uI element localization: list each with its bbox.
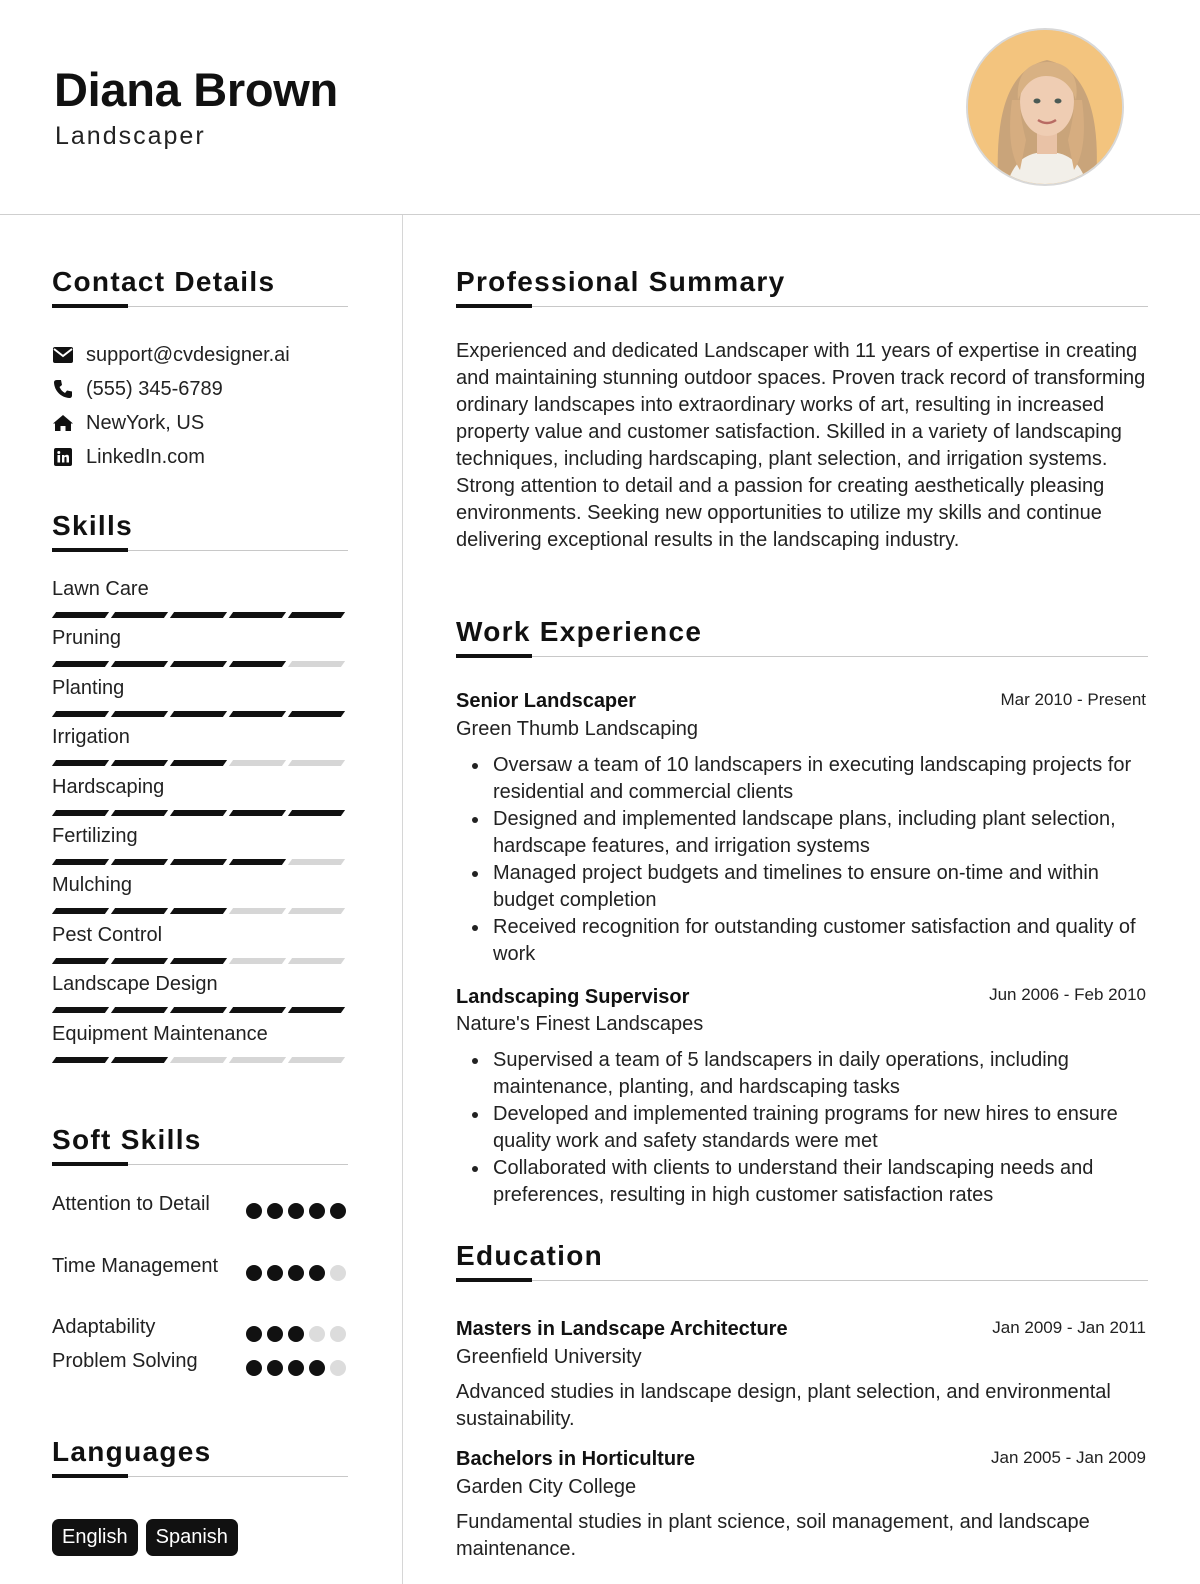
degree-description: Advanced studies in landscape design, plant selection, and environmental sustainability. (456, 1381, 1111, 1430)
skill-segment-filled (170, 661, 227, 667)
skill-name: Pruning (52, 627, 121, 650)
phone-icon (52, 378, 74, 400)
skill-segment-filled (229, 810, 286, 816)
skill-level-bar (54, 859, 343, 865)
profile-photo (966, 28, 1124, 186)
job-title: Landscaping Supervisor (456, 986, 690, 1008)
skill-segment-empty (288, 661, 345, 667)
job-dates: Jun 2006 - Feb 2010 (989, 985, 1146, 1004)
linkedin-icon (52, 446, 74, 468)
soft-skill-rating (246, 1265, 346, 1281)
skill-segment-filled (52, 1007, 109, 1013)
contact-phone[interactable] (52, 375, 223, 403)
skill-segment-filled (111, 711, 168, 717)
skill-segment-filled (288, 810, 345, 816)
skill-segment-filled (52, 711, 109, 717)
skill-segment-filled (229, 711, 286, 717)
skill-segment-filled (229, 661, 286, 667)
education-accent (456, 1278, 532, 1282)
skill-level-bar (54, 612, 343, 618)
skill-segment-empty (288, 859, 345, 865)
rating-dot-filled (309, 1360, 325, 1376)
soft-skill-rating (246, 1203, 346, 1219)
skill-segment-filled (52, 661, 109, 667)
education-heading: Education (456, 1240, 604, 1271)
skill-segment-filled (288, 612, 345, 618)
skill-segment-filled (52, 760, 109, 766)
resume-header (0, 0, 1200, 215)
skills-heading: Skills (52, 510, 133, 541)
rating-dot-filled (288, 1326, 304, 1342)
skill-name: Mulching (52, 874, 133, 897)
skill-name: Irrigation (52, 726, 130, 749)
summary-heading: Professional Summary (456, 266, 786, 297)
skill-segment-filled (170, 612, 227, 618)
language-pill: Spanish (146, 1519, 238, 1556)
soft-skills-heading: Soft Skills (52, 1124, 202, 1155)
experience-heading: Work Experience (456, 616, 703, 647)
rating-dot-filled (309, 1265, 325, 1281)
skill-segment-filled (288, 1007, 345, 1013)
contact-phone-text: (555) 345-6789 (86, 377, 223, 400)
rating-dot-empty (330, 1360, 346, 1376)
skill-level-bar (54, 810, 343, 816)
contact-email[interactable] (52, 341, 290, 369)
skill-segment-empty (229, 908, 286, 914)
skill-segment-filled (229, 859, 286, 865)
contact-location (52, 409, 204, 437)
language-pill: English (52, 1519, 138, 1556)
job-bullet: Supervised a team of 5 landscapers in daily operations, including maintenance, planting, and hardscaping tasks (456, 1047, 1150, 1101)
job-dates: Mar 2010 - Present (1000, 690, 1146, 709)
skill-segment-filled (229, 1007, 286, 1013)
degree-dates: Jan 2005 - Jan 2009 (990, 1448, 1146, 1467)
contact-accent (52, 304, 128, 308)
soft-skill-name: Attention to Detail (52, 1193, 210, 1215)
skill-segment-filled (52, 958, 109, 964)
rating-dot-empty (309, 1326, 325, 1342)
rating-dot-empty (330, 1326, 346, 1342)
envelope-icon (52, 344, 74, 366)
skill-segment-filled (170, 1007, 227, 1013)
rating-dot-filled (309, 1203, 325, 1219)
skill-segment-filled (170, 859, 227, 865)
skill-level-bar (54, 908, 343, 914)
soft-skills-accent (52, 1162, 128, 1166)
rating-dot-filled (267, 1265, 283, 1281)
rating-dot-empty (330, 1265, 346, 1281)
skill-segment-filled (52, 859, 109, 865)
job-title: Senior Landscaper (456, 690, 637, 712)
soft-skill-rating (246, 1360, 346, 1376)
contact-location-text: NewYork, US (86, 411, 205, 434)
rating-dot-filled (246, 1203, 262, 1219)
home-icon (52, 412, 74, 434)
job-bullet: Received recognition for outstanding customer satisfaction and quality of work (456, 914, 1150, 968)
contact-linkedin-text: LinkedIn.com (86, 445, 205, 468)
skill-segment-empty (288, 760, 345, 766)
skill-segment-empty (229, 958, 286, 964)
skill-name: Lawn Care (52, 578, 149, 600)
skill-segment-empty (229, 760, 286, 766)
rating-dot-filled (246, 1360, 262, 1376)
contact-email-text: support@cvdesigner.ai (86, 343, 290, 366)
skill-segment-filled (111, 908, 168, 914)
skill-segment-filled (170, 760, 227, 766)
contact-linkedin[interactable] (52, 443, 205, 471)
skill-segment-empty (288, 958, 345, 964)
skill-segment-filled (170, 958, 227, 964)
skill-name: Fertilizing (52, 825, 138, 847)
skill-name: Planting (52, 676, 125, 699)
skill-segment-empty (288, 1057, 345, 1063)
summary-rule (456, 306, 1148, 307)
skill-name: Equipment Maintenance (52, 1022, 268, 1045)
skill-segment-filled (52, 810, 109, 816)
rating-dot-filled (267, 1360, 283, 1376)
rating-dot-filled (267, 1326, 283, 1342)
skills-accent (52, 548, 128, 552)
skill-segment-filled (170, 908, 227, 914)
soft-skill-name: Problem Solving (52, 1350, 198, 1372)
rating-dot-filled (246, 1326, 262, 1342)
rating-dot-filled (267, 1203, 283, 1219)
skill-segment-filled (52, 1057, 109, 1063)
languages-accent (52, 1474, 128, 1478)
column-divider (402, 215, 403, 1584)
skill-level-bar (54, 958, 343, 964)
skill-segment-filled (170, 810, 227, 816)
skill-segment-filled (288, 711, 345, 717)
skill-name: Landscape Design (52, 973, 218, 996)
education-rule (456, 1280, 1148, 1281)
skill-segment-filled (111, 760, 168, 766)
skill-name: Pest Control (52, 923, 163, 946)
soft-skill-name: Time Management (52, 1255, 218, 1277)
job-bullet: Developed and implemented training programs for new hires to ensure quality work and safety standards were met (456, 1101, 1150, 1155)
school-name: Greenfield University (456, 1346, 642, 1368)
job-bullet: Oversaw a team of 10 landscapers in executing landscaping projects for residential and commercial clients (456, 752, 1150, 806)
skill-segment-empty (229, 1057, 286, 1063)
rating-dot-filled (288, 1360, 304, 1376)
job-bullet: Managed project budgets and timelines to ensure on-time and within budget completion (456, 860, 1150, 914)
skill-segment-filled (111, 1057, 168, 1063)
job-company: Green Thumb Landscaping (456, 718, 699, 740)
skill-segment-filled (111, 958, 168, 964)
skill-name: Hardscaping (52, 775, 165, 798)
rating-dot-filled (288, 1203, 304, 1219)
skill-segment-filled (111, 612, 168, 618)
skill-segment-filled (52, 908, 109, 914)
skill-segment-filled (52, 612, 109, 618)
skill-level-bar (54, 1007, 343, 1013)
skill-segment-filled (229, 612, 286, 618)
summary-text: Experienced and dedicated Landscaper with 11 years of expertise in creating and maintaining stunning outdoor spaces. Proven track record of transforming ordinary landscapes into extraordinary works of art, resulting in increased property value and customer satisfaction. Skilled in a variety of landscaping techniques, including hardscaping, plant selection, and irrigation systems. Strong attention to detail and a passion for creating aesthetically pleasing environments. Seeking new opportunities to utilize my skills and continue delivering exceptional results in the landscaping industry. (456, 340, 1146, 551)
degree-dates: Jan 2009 - Jan 2011 (992, 1318, 1146, 1337)
experience-accent (456, 654, 532, 658)
languages-heading: Languages (52, 1436, 212, 1467)
skill-segment-filled (111, 810, 168, 816)
rating-dot-filled (288, 1265, 304, 1281)
school-name: Garden City College (456, 1476, 637, 1498)
skill-segment-filled (111, 859, 168, 865)
degree-description: Fundamental studies in plant science, soil management, and landscape maintenance. (456, 1511, 1090, 1560)
rating-dot-filled (330, 1203, 346, 1219)
skill-level-bar (54, 661, 343, 667)
job-bullet: Collaborated with clients to understand their landscaping needs and preferences, resulting in high customer satisfaction rates (456, 1155, 1150, 1209)
skill-segment-empty (170, 1057, 227, 1063)
skill-segment-filled (111, 1007, 168, 1013)
skill-level-bar (54, 711, 343, 717)
candidate-name: Diana Brown (54, 63, 338, 116)
soft-skill-name: Adaptability (52, 1316, 156, 1338)
skill-segment-filled (111, 661, 168, 667)
experience-rule (456, 656, 1148, 657)
candidate-title: Landscaper (55, 122, 206, 150)
skill-level-bar (54, 1057, 343, 1063)
job-company: Nature's Finest Landscapes (456, 1013, 704, 1035)
job-bullets (456, 752, 1150, 968)
skill-segment-filled (170, 711, 227, 717)
soft-skill-rating (246, 1326, 346, 1342)
job-bullets (456, 1047, 1150, 1209)
rating-dot-filled (246, 1265, 262, 1281)
degree-title: Masters in Landscape Architecture (456, 1318, 788, 1340)
summary-accent (456, 304, 532, 308)
skill-segment-empty (288, 908, 345, 914)
job-bullet: Designed and implemented landscape plans, including plant selection, hardscape features, and irrigation systems (456, 806, 1150, 860)
degree-title: Bachelors in Horticulture (456, 1448, 695, 1470)
languages-list (52, 1519, 238, 1556)
skill-level-bar (54, 760, 343, 766)
contact-heading: Contact Details (52, 266, 276, 297)
